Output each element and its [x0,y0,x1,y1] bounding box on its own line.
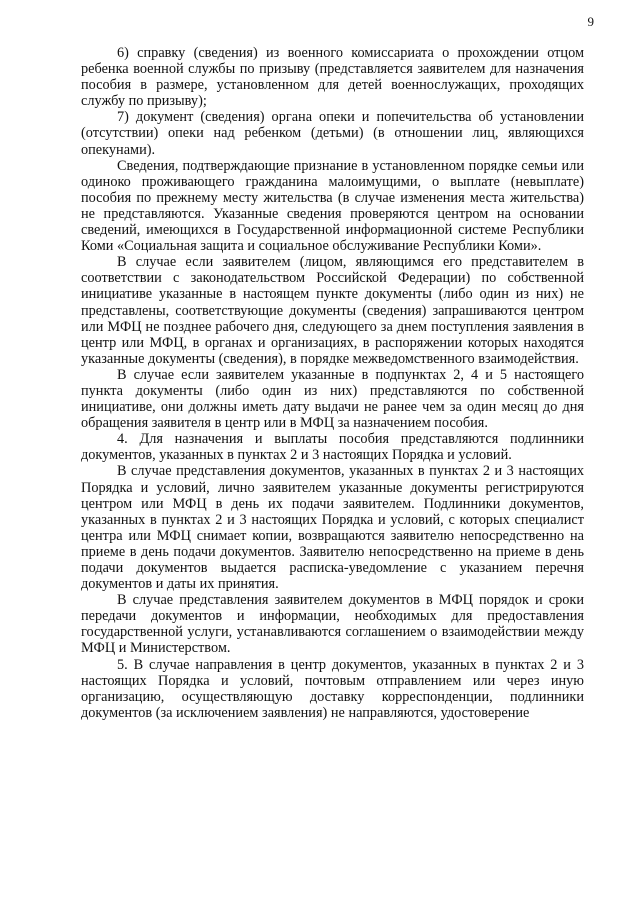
paragraph-mfc-submission: В случае представления заявителем документов в МФЦ порядок и сроки передачи документов и информации, необходимых для предоставления государственной услуги, устанавливаются соглашением о взаимодействии между МФЦ и Министерством. [81,592,584,657]
paragraph-item-4: 4. Для назначения и выплаты пособия представляются подлинники документов, указанных в пунктах 2 и 3 настоящих Порядка и условий. [81,431,584,464]
paragraph-subitem-7: 7) документ (сведения) органа опеки и попечительства об установлении (отсутствии) опеки над ребенком (детьми) (в отношении лиц, являющихся опекунами). [81,109,584,158]
document-body [81,45,584,721]
paragraph-document-date-limit: В случае если заявителем указанные в подпунктах 2, 4 и 5 настоящего пункта документы (либо один из них) представляются по собственной инициативе, они должны иметь дату выдачи не ранее чем за один месяц до дня обращения заявителя в центр или в МФЦ за назначением пособия. [81,366,584,432]
paragraph-personal-submission: В случае представления документов, указанных в пунктах 2 и 3 настоящих Порядка и условий, лично заявителем указанные документы регистрируются центром или МФЦ в день их подачи заявителем. Подлинники документов, указанных в пунктах 2 и 3 настоящих Порядка и условий, с которых специалист центра или МФЦ снимает копии, возвращаются заявителю непосредственно на приеме в день подачи документов. Заявителю непосредственно на приеме в день подачи документов выдается расписка-уведомление с указанием перечня документов и даты их принятия. [81,463,584,593]
paragraph-interagency-request: В случае если заявителем (лицом, являющимся его представителем в соответствии с законодательством Российской Федерации) по собственной инициативе указанные в настоящем пункте документы (либо один из них) не представлены, соответствующие документы (сведения) запрашиваются центром или МФЦ не позднее рабочего дня, следующего за днем поступления заявления в центр или МФЦ, в органах и организациях, в распоряжении которых находятся указанные документы (сведения), в порядке межведомственного взаимодействия. [81,254,584,367]
paragraph-subitem-6: 6) справку (сведения) из военного комиссариата о прохождении отцом ребенка военной службы по призыву (представляется заявителем для назначения пособия в размере, установленном для детей военнослужащих, проходящих службу по призыву); [81,45,584,110]
paragraph-item-5: 5. В случае направления в центр документов, указанных в пунктах 2 и 3 настоящих Порядка и условий, почтовым отправлением или через иную организацию, осуществляющую доставку корреспонденции, подлинники документов (за исключением заявления) не направляются, удостоверение [81,656,584,721]
paragraph-low-income-info: Сведения, подтверждающие признание в установленном порядке семьи или одиноко проживающего гражданина малоимущими, о выплате (невыплате) пособия по прежнему месту жительства (в случае изменения места жительства) не представляются. Указанные сведения проверяются центром на основании сведений, имеющихся в Государственной информационной системе Республики Коми «Социальная защита и социальное обслуживание Республики Коми». [81,157,584,255]
page-number: 9 [587,14,594,29]
